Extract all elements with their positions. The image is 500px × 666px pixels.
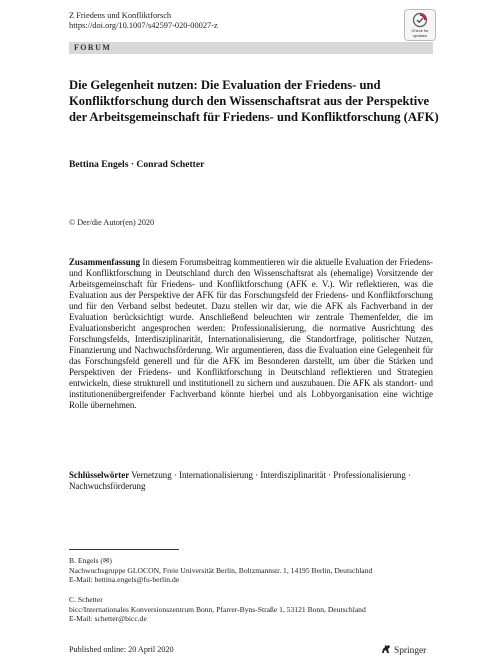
affiliation-engels	[69, 556, 372, 585]
section-label: FORUM	[74, 43, 112, 52]
abstract	[69, 257, 433, 411]
keywords-label: Schlüsselwörter	[69, 470, 130, 480]
section-bar	[69, 42, 433, 54]
abstract-text: In diesem Forumsbeitrag kommentieren wir die aktuelle Evaluation der Friedens- und Konfliktforschung in Deutschland durch den Wissenschaftsrat als (ehemalige) Vorsitzende der Arbeitsgemeinschaft für Friedens- und Konfliktforschung (AFK e. V.). Wir reflektieren, was die Evaluation aus der Perspektive der AFK für das Forschungsfeld der Friedens- und Konfliktforschung und für den Verband selbst bedeutet. Dazu stellen wir dar, wie die AFK als Fachverband in der Evaluation berücksichtigt wurde. Anschließend beleuchten wir zentrale Themenfelder, die im Evaluationsbericht angesprochen werden: Professionalisierung, die normative Ausrichtung des Forschungsfelds, Interdisziplinarität, Internationalisierung, die Standortfrage, politischer Nutzen, Finanzierung und Nachwuchsförderung. Wir argumentieren, dass die Evaluation eine Gelegenheit für das Forschungsfeld generell und für die AFK im Besonderen darstellt, um über die Stärken und Perspektiven der Friedens- und Konfliktforschung in Deutschland reflektieren und Strategien entwickeln, diese strukturell und institutionell zu sichern und auszubauen. Die AFK als standort- und institutionenübergreifender Fachverband könnte hierbei und als Lobbyorganisation eine wichtige Rolle übernehmen.	[69, 257, 434, 410]
doi-link[interactable]: https://doi.org/10.1007/s42597-020-00027-z	[69, 21, 218, 30]
affiliation-email[interactable]: E-Mail: bettina.engels@fu-berlin.de	[69, 575, 180, 584]
author-list: Bettina Engels · Conrad Schetter	[69, 159, 205, 170]
affiliation-address: Nachwuchsgruppe GLOCON, Freie Universität Berlin, Boltzmannstr. 1, 14195 Berlin, Deutschland	[69, 565, 373, 575]
check-for-updates-badge[interactable]	[404, 9, 436, 41]
check-updates-icon	[412, 12, 428, 28]
abstract-label: Zusammenfassung	[69, 257, 141, 267]
copyright-notice: © Der/die Autor(en) 2020	[69, 218, 155, 227]
journal-name: Z Friedens und Konfliktforsch	[69, 11, 172, 20]
keywords-text: Vernetzung · Internationalisierung · Interdisziplinarität · Professionalisierung · Nachwuchsförderung	[69, 470, 411, 491]
affiliation-email[interactable]: E-Mail: schetter@bicc.de	[69, 614, 147, 623]
affiliation-name: C. Schetter	[69, 595, 103, 604]
affiliation-schetter	[69, 595, 366, 624]
keywords	[69, 470, 433, 492]
publisher-logo	[380, 643, 426, 656]
footnote-divider	[69, 549, 179, 550]
article-title: Die Gelegenheit nutzen: Die Evaluation der Friedens- und Konfliktforschung durch den Wissenschaftsrat aus der Perspektive der Arbeitsgemeinschaft für Friedens- und Konfliktforschung (AFK)	[69, 78, 439, 124]
publisher-name: Springer	[394, 646, 427, 656]
springer-horse-icon	[380, 643, 392, 655]
badge-label: Check for updates	[411, 28, 429, 38]
affiliation-name: B. Engels (✉)	[69, 556, 112, 565]
published-date: Published online: 20 April 2020	[69, 645, 174, 654]
affiliation-address: bicc/Internationales Konversionszentrum Bonn, Pfarrer-Byns-Straße 1, 53121 Bonn, Deutschland	[69, 604, 366, 614]
